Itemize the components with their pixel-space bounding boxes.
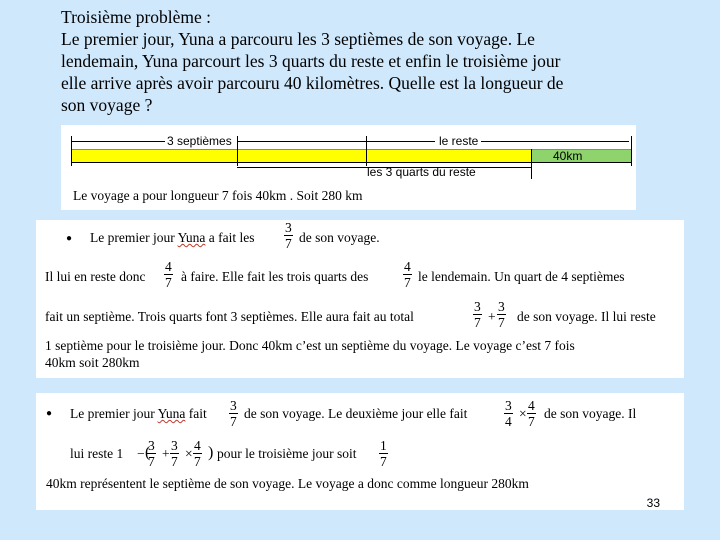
page-number: 33 — [646, 496, 660, 510]
denominator: 7 — [171, 454, 178, 469]
diagram-caption: Le voyage a pour longueur 7 fois 40km . Soit 280 km — [73, 188, 363, 203]
fraction-4-7 — [403, 259, 412, 290]
tick — [71, 136, 72, 166]
label-forty-km: 40km — [553, 149, 583, 163]
text: fait — [188, 406, 207, 421]
fraction-3-4 — [504, 398, 513, 429]
denominator: 7 — [380, 454, 387, 469]
text-run: Il lui en reste donc — [45, 269, 146, 284]
numerator: 4 — [194, 438, 201, 453]
fraction-3-4 — [170, 438, 179, 469]
fraction-3-7 — [284, 220, 293, 251]
denominator: 7 — [285, 236, 292, 251]
denominator: 7 — [165, 275, 172, 290]
numerator: 3 — [148, 438, 155, 453]
denominator: 7 — [474, 315, 481, 330]
text-run: 40km représentent le septième de son voyage. Le voyage a donc comme longueur 280km — [46, 476, 529, 491]
name-yuna: Yuna — [177, 230, 206, 245]
fraction-4-7 — [527, 398, 536, 429]
denominator: 7 — [148, 454, 155, 469]
label-three-sevenths: 3 septièmes — [167, 134, 232, 148]
text-run — [90, 230, 254, 246]
numerator: 4 — [404, 259, 411, 274]
text-run: le lendemain. Un quart de 4 septièmes — [418, 269, 625, 284]
bar-diagram — [61, 125, 636, 210]
text-run: de son voyage. Il lui reste — [517, 309, 656, 324]
fraction-4-7 — [164, 259, 173, 290]
fraction-3-7 — [147, 438, 156, 469]
plus-sign: + — [488, 309, 496, 324]
denominator: 7 — [404, 275, 411, 290]
tick — [631, 136, 632, 166]
numerator: 3 — [505, 398, 512, 413]
fraction-1-7 — [379, 438, 388, 469]
text-run: lui reste 1 — [70, 446, 124, 461]
text-run — [70, 406, 207, 422]
problem-line: lendemain, Yuna parcourt les 3 quarts du reste et enfin le troisième jour — [61, 51, 561, 71]
bar-base — [71, 162, 631, 163]
fraction-3-7 — [229, 398, 238, 429]
numerator: 3 — [285, 220, 292, 235]
text-run: de son voyage. — [299, 230, 380, 245]
text-run: de son voyage. Il — [544, 406, 637, 421]
guide-line — [237, 141, 435, 142]
tick — [366, 136, 367, 166]
fraction-3-7 — [473, 299, 482, 330]
text-run: 1 septième pour le troisième jour. Donc 40km c’est un septième du voyage. Le voyage c’est 7 fois — [45, 338, 575, 353]
times-sign: × — [185, 446, 193, 461]
denominator: 4 — [505, 414, 512, 429]
text: Le premier jour — [70, 406, 155, 421]
problem-line: Le premier jour, Yuna a parcouru les 3 septièmes de son voyage. Le — [61, 29, 535, 49]
guide-line — [71, 141, 165, 142]
tick — [237, 136, 238, 166]
label-remainder: le reste — [439, 134, 479, 148]
fraction-3-7 — [497, 299, 506, 330]
text: a fait les — [208, 230, 255, 245]
denominator: 7 — [194, 454, 201, 469]
text-run: de son voyage. Le deuxième jour elle fait — [244, 406, 468, 421]
bullet-icon: ● — [66, 233, 73, 244]
solution-panel-2 — [36, 393, 684, 510]
label-three-quarters: les 3 quarts du reste — [367, 165, 476, 179]
fraction-4-7 — [193, 438, 202, 469]
tick — [531, 149, 532, 179]
solution-panel-1 — [36, 220, 684, 378]
text-run: pour le troisième jour soit — [217, 446, 357, 461]
name-yuna: Yuna — [157, 406, 186, 421]
open-paren: ( — [145, 444, 151, 461]
numerator: 3 — [498, 299, 505, 314]
numerator: 1 — [380, 438, 387, 453]
numerator: 3 — [474, 299, 481, 314]
guide-line — [481, 141, 629, 142]
denominator: 7 — [498, 315, 505, 330]
bullet-icon: ● — [46, 408, 53, 419]
segment-first-day — [71, 149, 366, 163]
numerator: 4 — [165, 259, 172, 274]
text-run: fait un septième. Trois quarts font 3 septièmes. Elle aura fait au total — [45, 309, 414, 324]
plus-sign: + — [162, 446, 170, 461]
problem-line: elle arrive après avoir parcouru 40 kilomètres. Quelle est la longueur de — [61, 73, 564, 93]
minus-sign: − — [137, 446, 145, 461]
segment-second-day — [366, 149, 531, 163]
text: Le premier jour — [90, 230, 175, 245]
denominator: 7 — [230, 414, 237, 429]
problem-title: Troisième problème : — [61, 7, 212, 27]
denominator: 7 — [528, 414, 535, 429]
times-sign: × — [519, 406, 527, 421]
problem-statement — [61, 6, 651, 116]
close-paren: ) — [208, 444, 214, 461]
text-run: à faire. Elle fait les trois quarts des — [181, 269, 369, 284]
numerator: 3 — [230, 398, 237, 413]
problem-line: son voyage ? — [61, 95, 153, 115]
numerator: 4 — [528, 398, 535, 413]
text-run: 40km soit 280km — [45, 355, 140, 370]
numerator: 3 — [171, 438, 178, 453]
